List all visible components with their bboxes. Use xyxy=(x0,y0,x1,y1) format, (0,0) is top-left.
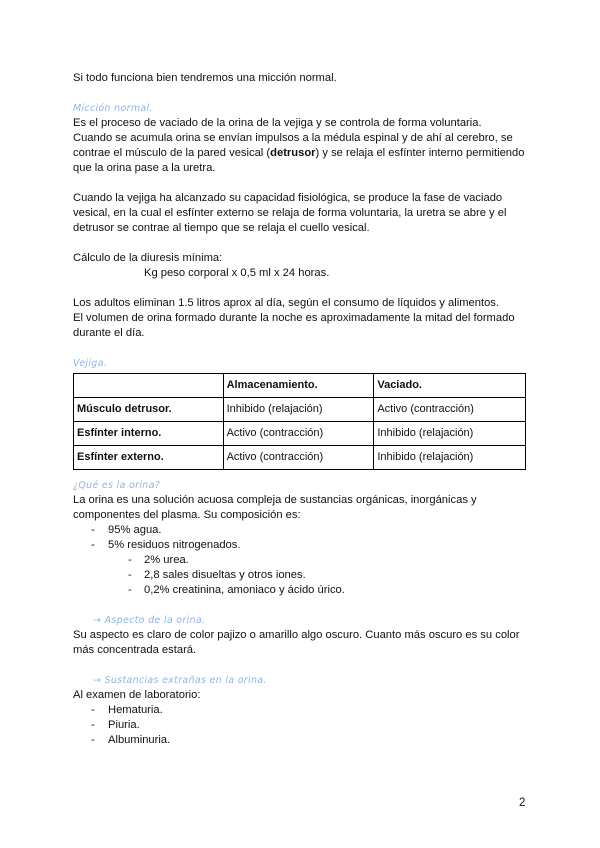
table-header-cell: Vaciado. xyxy=(374,374,526,398)
extranas-list xyxy=(73,703,533,748)
table-row xyxy=(74,398,526,422)
orina-line-2: componentes del plasma. Su composición es: xyxy=(73,509,301,521)
calc-formula: Kg peso corporal x 0,5 ml x 24 horas. xyxy=(144,267,330,279)
list-item: - 2% urea. xyxy=(73,553,533,568)
adultos-line-2: El volumen de orina formado durante la noche es aproximadamente la mitad del formado xyxy=(73,312,515,324)
text-segment: ) y se relaja el esfínter interno permitiendo xyxy=(315,147,525,159)
composition-list xyxy=(73,523,533,598)
aspecto-line-2: más concentrada estará. xyxy=(73,644,197,656)
table-row-label: Músculo detrusor. xyxy=(74,398,224,422)
miccion-line-1: Es el proceso de vaciado de la orina de la vejiga y se controla de forma voluntaria. xyxy=(73,117,482,129)
table-row-label: Esfínter interno. xyxy=(74,422,224,446)
table-cell: Activo (contracción) xyxy=(374,398,526,422)
miccion-line-4: que la orina pase a la uretra. xyxy=(73,162,216,174)
vaciado-line-3: detrusor se contrae al tiempo que se relaja el cuello vesical. xyxy=(73,222,370,234)
vejiga-table xyxy=(73,373,526,470)
list-item: - 2,8 sales disueltas y otros iones. xyxy=(73,568,533,583)
table-cell: Activo (contracción) xyxy=(223,422,374,446)
intro-paragraph: Si todo funciona bien tendremos una micción normal. xyxy=(73,72,337,84)
list-item: - 95% agua. xyxy=(73,523,533,538)
miccion-line-2: Cuando se acumula orina se envían impulsos a la médula espinal y de ahí al cerebro, se xyxy=(73,132,513,144)
miccion-line-3 xyxy=(73,146,533,161)
adultos-line-3: durante el día. xyxy=(73,327,145,339)
table-cell: Inhibido (relajación) xyxy=(374,446,526,470)
adultos-line-1: Los adultos eliminan 1.5 litros aprox al día, según el consumo de líquidos y alimentos. xyxy=(73,297,499,309)
list-item: - Albuminuria. xyxy=(73,733,533,748)
table-cell: Inhibido (relajación) xyxy=(223,398,374,422)
extranas-intro: Al examen de laboratorio: xyxy=(73,689,201,701)
table-header-row xyxy=(74,374,526,398)
aspecto-line-1: Su aspecto es claro de color pajizo o amarillo algo oscuro. Cuanto más oscuro es su color xyxy=(73,629,520,641)
orina-line-1: La orina es una solución acuosa compleja de sustancias orgánicas, inorgánicas y xyxy=(73,494,477,506)
vaciado-line-2: vesical, en la cual el esfínter externo se relaja de forma voluntaria, la uretra se abre y el xyxy=(73,207,507,219)
table-header-cell: Almacenamiento. xyxy=(223,374,374,398)
table-cell: Activo (contracción) xyxy=(223,446,374,470)
document-page xyxy=(73,71,533,748)
table-cell: Inhibido (relajación) xyxy=(374,422,526,446)
table-row xyxy=(74,446,526,470)
table-header-cell xyxy=(74,374,224,398)
list-item: - 0,2% creatinina, amoniaco y ácido úrico. xyxy=(73,583,533,598)
heading-vejiga: Vejiga. xyxy=(73,358,108,369)
heading-extranas: → Sustancias extrañas en la orina. xyxy=(93,675,267,686)
calc-title: Cálculo de la diuresis mínima: xyxy=(73,252,223,264)
heading-orina: ¿Qué es la orina? xyxy=(73,480,161,491)
page-number: 2 xyxy=(519,797,526,809)
table-row xyxy=(74,422,526,446)
bold-term-detrusor: detrusor xyxy=(270,147,316,159)
table-row-label: Esfínter externo. xyxy=(74,446,224,470)
text-segment: contrae el músculo de la pared vesical ( xyxy=(73,147,271,159)
heading-aspecto: → Aspecto de la orina. xyxy=(93,615,206,626)
list-item: - 5% residuos nitrogenados. xyxy=(73,538,533,553)
heading-miccion: Micción normal. xyxy=(73,103,153,114)
vaciado-line-1: Cuando la vejiga ha alcanzado su capacidad fisiológica, se produce la fase de vaciado xyxy=(73,192,503,204)
list-item: - Hematuria. xyxy=(73,703,533,718)
list-item: - Piuria. xyxy=(73,718,533,733)
